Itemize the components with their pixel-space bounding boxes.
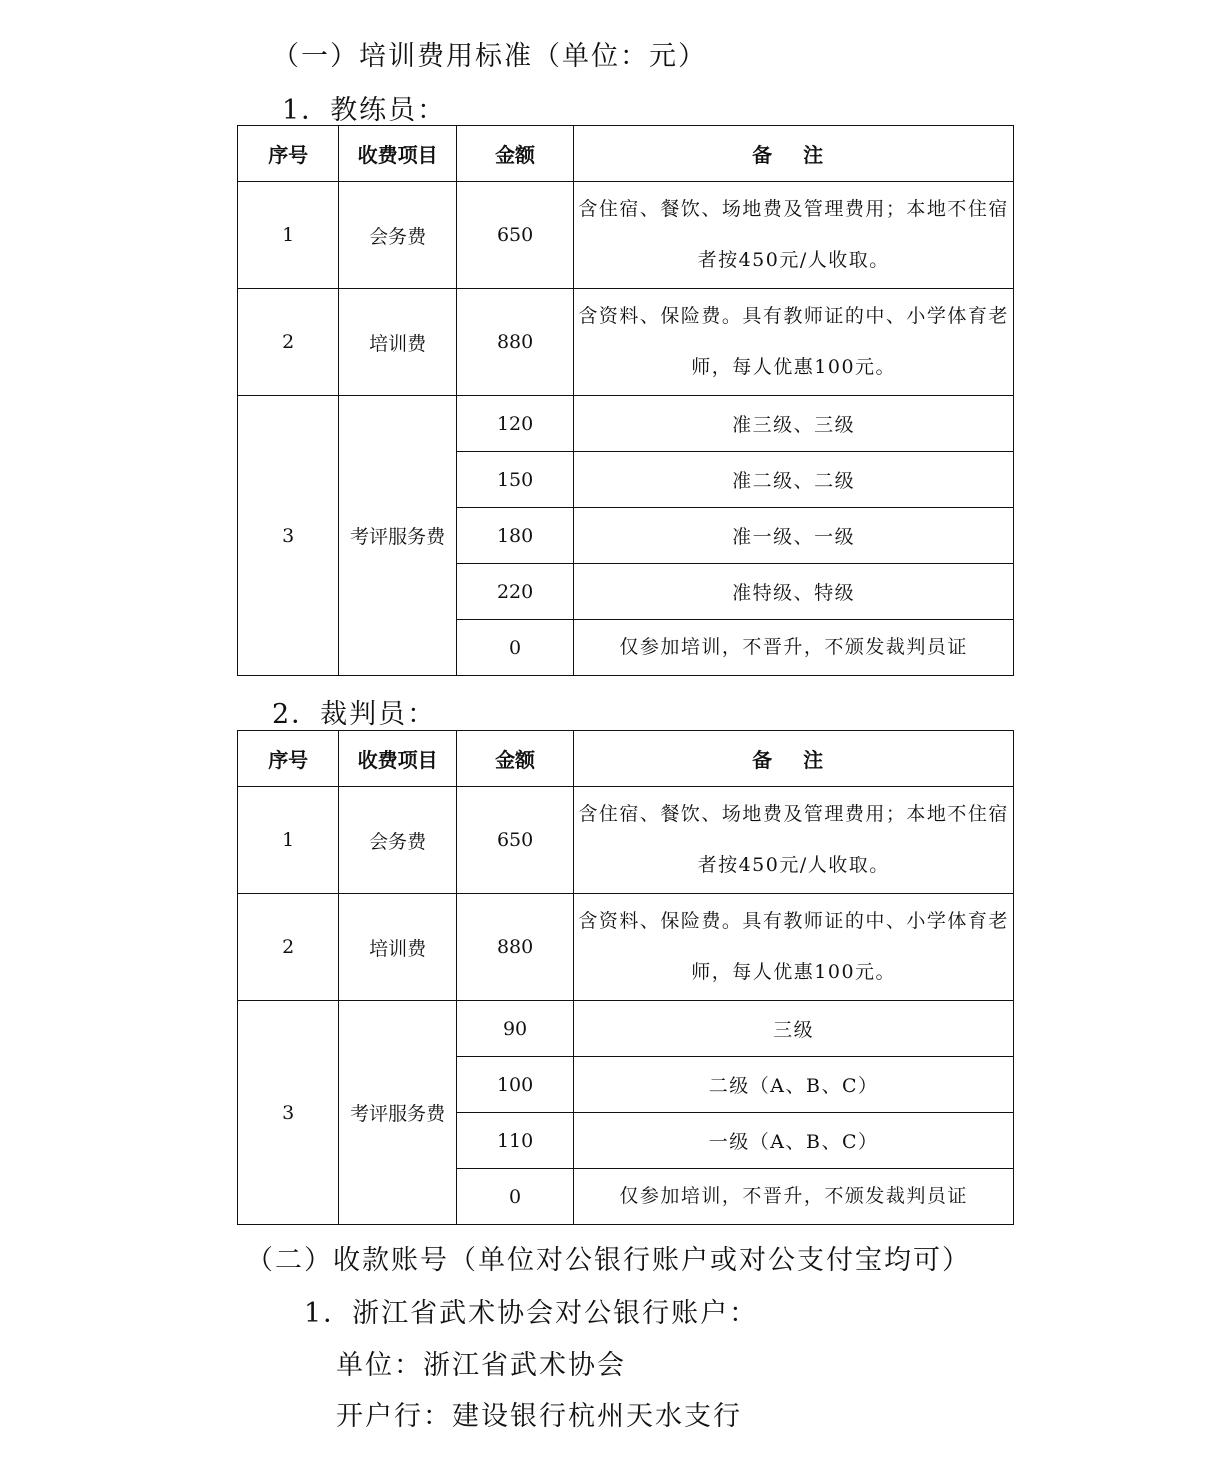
cell-seq: 1: [238, 182, 339, 289]
section2-heading: （二）收款账号（单位对公银行账户或对公支付宝均可）: [246, 1245, 971, 1276]
account-unit: 单位：浙江省武术协会: [336, 1350, 626, 1381]
table-row: [238, 182, 1014, 289]
cell-seq: 3: [238, 396, 339, 676]
header-seq: 序号: [238, 126, 339, 182]
header-amount: 金额: [456, 126, 573, 182]
cell-note: 含资料、保险费。具有教师证的中、小学体育老师，每人优惠100元。: [574, 894, 1014, 1001]
coach-heading: 1．教练员：: [282, 95, 447, 126]
cell-item: 培训费: [339, 894, 456, 1001]
coach-fee-table: [237, 125, 1014, 676]
referee-heading: 2．裁判员：: [272, 699, 437, 730]
cell-item: 会务费: [339, 787, 456, 894]
table-row: [238, 894, 1014, 1001]
cell-amount: 180: [456, 508, 573, 564]
header-amount: 金额: [456, 731, 573, 787]
cell-amount: 650: [456, 182, 573, 289]
cell-amount: 880: [456, 289, 573, 396]
cell-note: 含资料、保险费。具有教师证的中、小学体育老师，每人优惠100元。: [574, 289, 1014, 396]
cell-amount: 110: [456, 1113, 573, 1169]
referee-fee-table: [237, 730, 1014, 1225]
cell-note: 三级: [574, 1001, 1014, 1057]
cell-amount: 220: [456, 564, 573, 620]
header-note: 备 注: [574, 126, 1014, 182]
table-header-row: [238, 126, 1014, 182]
cell-seq: 3: [238, 1001, 339, 1225]
cell-item: 会务费: [339, 182, 456, 289]
cell-amount: 150: [456, 452, 573, 508]
table-header-row: [238, 731, 1014, 787]
cell-note: 仅参加培训，不晋升，不颁发裁判员证: [574, 620, 1014, 676]
cell-amount: 0: [456, 1169, 573, 1225]
table-row: [238, 1001, 1014, 1057]
cell-note: 准一级、一级: [574, 508, 1014, 564]
cell-note: 准二级、二级: [574, 452, 1014, 508]
header-item: 收费项目: [339, 126, 456, 182]
account-bank: 开户行：建设银行杭州天水支行: [336, 1401, 742, 1432]
cell-note: 二级（A、B、C）: [574, 1057, 1014, 1113]
header-item: 收费项目: [339, 731, 456, 787]
cell-item: 培训费: [339, 289, 456, 396]
cell-note: 一级（A、B、C）: [574, 1113, 1014, 1169]
cell-item: 考评服务费: [339, 1001, 456, 1225]
cell-seq: 2: [238, 289, 339, 396]
cell-seq: 1: [238, 787, 339, 894]
cell-seq: 2: [238, 894, 339, 1001]
header-seq: 序号: [238, 731, 339, 787]
cell-note: 准三级、三级: [574, 396, 1014, 452]
table-row: [238, 289, 1014, 396]
cell-item: 考评服务费: [339, 396, 456, 676]
cell-amount: 100: [456, 1057, 573, 1113]
cell-note: 含住宿、餐饮、场地费及管理费用；本地不住宿者按450元/人收取。: [574, 182, 1014, 289]
cell-amount: 120: [456, 396, 573, 452]
header-note: 备 注: [574, 731, 1014, 787]
cell-amount: 880: [456, 894, 573, 1001]
table-row: [238, 396, 1014, 452]
table-row: [238, 787, 1014, 894]
cell-note: 含住宿、餐饮、场地费及管理费用；本地不住宿者按450元/人收取。: [574, 787, 1014, 894]
cell-amount: 90: [456, 1001, 573, 1057]
cell-note: 准特级、特级: [574, 564, 1014, 620]
section1-heading: （一）培训费用标准（单位：元）: [272, 41, 707, 72]
cell-amount: 650: [456, 787, 573, 894]
cell-amount: 0: [456, 620, 573, 676]
cell-note: 仅参加培训，不晋升，不颁发裁判员证: [574, 1169, 1014, 1225]
account-heading: 1．浙江省武术协会对公银行账户：: [304, 1298, 759, 1329]
